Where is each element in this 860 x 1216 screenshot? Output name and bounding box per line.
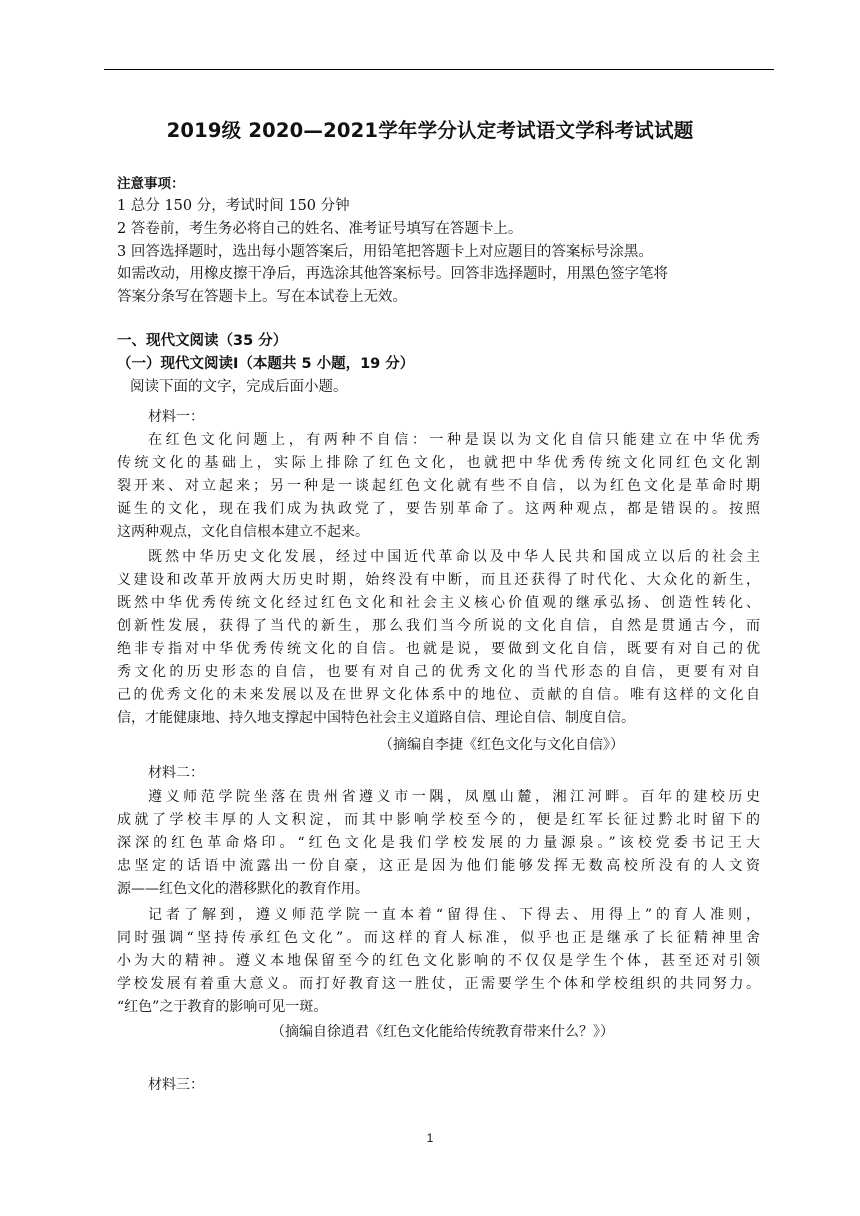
paragraph-line: 这两种观点，文化自信根本建立不起来。 [117, 524, 369, 540]
paragraph-line: 遵义师范学院坐落在贵州省遵义市一隅，凤凰山麓，湘江河畔。百年的建校历史 [148, 789, 760, 805]
paragraph-line: 裂开来、对立起来；另一种是一谈起红色文化就有些不自信，以为红色文化是革命时期 [117, 478, 760, 494]
notice-line: 答案分条写在答题卡上。写在本试卷上无效。 [117, 289, 407, 305]
subsection-heading: （一）现代文阅读Ⅰ（本题共 5 小题，19 分） [117, 356, 415, 372]
notice-line: 如需改动，用橡皮擦干净后，再选涂其他答案标号。回答非选择题时，用黑色签字笔将 [117, 266, 668, 282]
paragraph-line: 诞生的文化，现在我们成为执政党了，要告别革命了。这两种观点，都是错误的。按照 [117, 501, 760, 517]
paragraph-line: 既然中华优秀传统文化经过红色文化和社会主义核心价值观的继承弘扬、创造性转化、 [117, 595, 760, 611]
instruction: 阅读下面的文字，完成后面小题。 [130, 379, 348, 395]
material-label: 材料一： [148, 409, 204, 425]
paragraph-line: 绝非专指对中华优秀传统文化的自信。也就是说，要做到文化自信，既要有对自己的优 [117, 641, 760, 657]
paragraph-line: “红色”之于教育的影响可见一斑。 [117, 999, 328, 1015]
material-label: 材料二： [148, 765, 204, 781]
paragraph-line: 在红色文化问题上，有两种不自信：一种是误以为文化自信只能建立在中华优秀 [148, 432, 760, 448]
paragraph-line: 既然中华历史文化发展，经过中国近代革命以及中华人民共和国成立以后的社会主 [148, 549, 760, 565]
notice-line: 3 回答选择题时，选出每小题答案后，用铅笔把答题卡上对应题目的答案标号涂黑。 [117, 244, 653, 260]
paragraph-line: 创新性发展，获得了当代的新生，那么我们当今所说的文化自信，自然是贯通古今，而 [117, 618, 760, 634]
paragraph-line: 学校发展有着重大意义。而打好教育这一胜仗，正需要学生个体和学校组织的共同努力。 [117, 976, 760, 992]
paragraph-line: 信，才能健康地、持久地支撑起中国特色社会主义道路自信、理论自信、制度自信。 [117, 710, 635, 726]
paragraph-line: 义建设和改革开放两大历史时期，始终没有中断，而且还获得了时代化、大众化的新生， [117, 572, 760, 588]
paragraph-line: 忠坚定的话语中流露出一份自豪，这正是因为他们能够发挥无数高校所没有的人文资 [117, 858, 760, 874]
paragraph-line: 源——红色文化的潜移默化的教育作用。 [117, 881, 369, 897]
paragraph-line: 成就了学校丰厚的人文积淀，而其中影响学校至今的，便是红军长征过黔北时留下的 [117, 812, 760, 828]
header-rule [104, 69, 774, 70]
notice-heading: 注意事项： [117, 176, 185, 192]
notice-line: 1 总分 150 分，考试时间 150 分钟 [117, 198, 350, 214]
page-number: 1 [426, 1131, 434, 1145]
paragraph-line: 同时强调“坚持传承红色文化”。而这样的育人标准，似乎也正是继承了长征精神里舍 [117, 930, 760, 946]
section-heading: 一、现代文阅读（35 分） [117, 333, 288, 349]
paragraph-line: 深深的红色革命烙印。“红色文化是我们学校发展的力量源泉。”该校党委书记王大 [117, 835, 760, 851]
paragraph-line: 传统文化的基础上，实际上排除了红色文化，也就把中华优秀传统文化同红色文化割 [117, 455, 760, 471]
paragraph-line: 己的优秀文化的未来发展以及在世界文化体系中的地位、贡献的自信。唯有这样的文化自 [117, 687, 760, 703]
source-citation: （摘编自徐逍君《红色文化能给传统教育带来什么？》） [271, 1024, 614, 1040]
material-label: 材料三： [148, 1077, 204, 1093]
paragraph-line: 秀文化的历史形态的自信，也要有对自己的优秀文化的当代形态的自信，更要有对自 [117, 664, 760, 680]
paragraph-line: 小为大的精神。遵义本地保留至今的红色文化影响的不仅仅是学生个体，甚至还对引领 [117, 953, 760, 969]
paragraph-line: 记者了解到，遵义师范学院一直本着“留得住、下得去、用得上”的育人准则， [148, 907, 760, 923]
exam-title: 2019级 2020—2021学年学分认定考试语文学科考试试题 [166, 119, 694, 142]
source-citation: （摘编自李捷《红色文化与文化自信》） [379, 737, 624, 753]
notice-line: 2 答卷前，考生务必将自己的姓名、准考证号填写在答题卡上。 [117, 221, 523, 237]
